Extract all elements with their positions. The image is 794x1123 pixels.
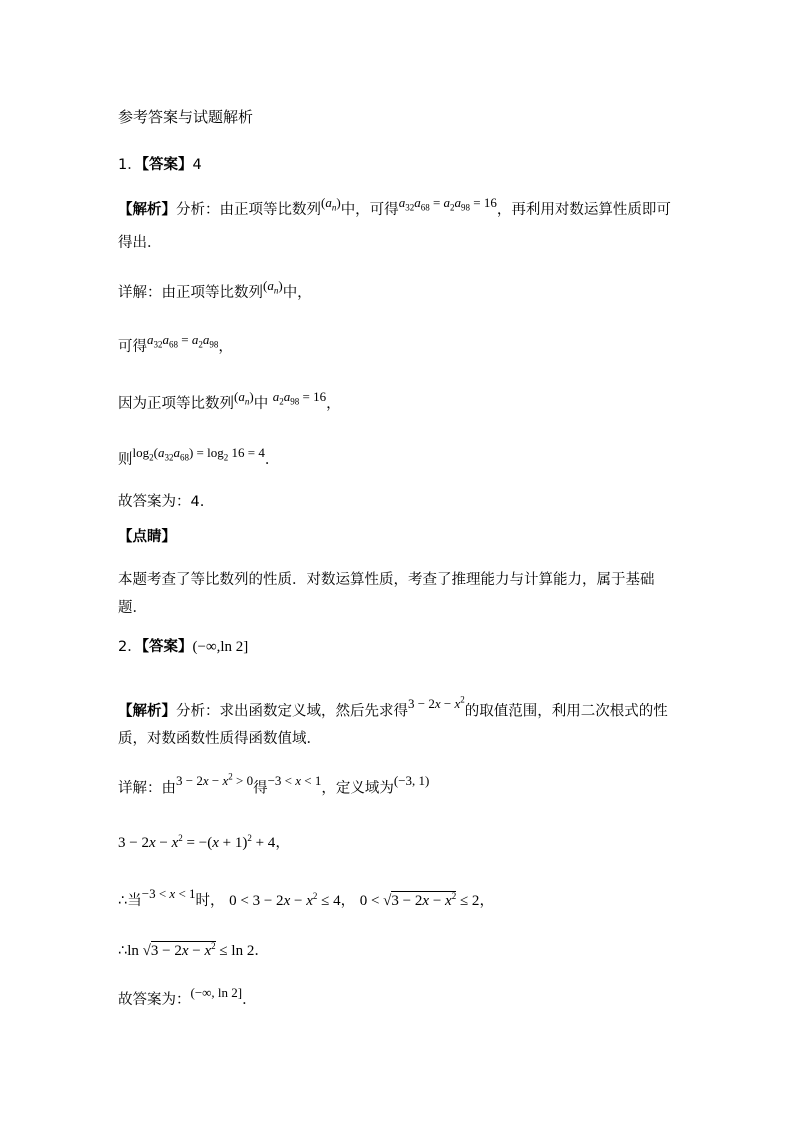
q1-analysis-tag: 【解析】 — [118, 202, 176, 218]
q1-comment: 本题考查了等比数列的性质．对数运算性质，考查了推理能力与计算能力，属于基础题． — [118, 572, 655, 616]
q1-analysis-mid: 中，可得 — [340, 202, 399, 218]
formula-an: $(a_n)$ — [234, 389, 254, 407]
q2-detail-1-mid: 得 — [253, 780, 268, 797]
q2-detail-4-end: ． — [254, 943, 269, 959]
q2-detail-3-text: ∴当 — [118, 893, 142, 909]
q2-detail-2-end: ， — [275, 835, 290, 851]
q2-analysis-tag: 【解析】 — [118, 703, 176, 720]
q2-detail-2 — [118, 828, 290, 853]
formula-a32a68-eq: $a_{32}a_{68} = a_2a_{98} = 16$ — [398, 195, 497, 213]
q2-final-text: 故答案为： — [118, 992, 191, 1008]
q1-analysis-end: ，再利用对数运算性质即可得出． — [118, 202, 671, 251]
q1-detail-2 — [118, 332, 233, 362]
q2-final — [118, 985, 257, 1010]
q2-number: 2． — [118, 639, 142, 655]
formula-domain: (−3, 1) — [393, 773, 430, 789]
formula-ln-ineq: $\ln √3 - 2x - x^2 \le \ln 2$ — [127, 941, 255, 959]
q2-analysis-end: 的取值范围，利用二次根式的性质，对数函数性质得函数值域． — [118, 703, 668, 748]
q1-detail-3-end: ， — [326, 396, 341, 412]
formula-3-2x-x2: $3 - 2x - x^2$ — [408, 695, 465, 712]
q2-answer-tag: 【答案】 — [141, 639, 193, 655]
formula-a2a98-16: $a_2a_{98} = 16$ — [272, 389, 327, 407]
q2-detail-1-text: 详解：由 — [118, 780, 176, 797]
formula-range-2: $0 < √3 - 2x - x^2 \le 2$ — [359, 891, 480, 909]
q1-analysis — [118, 196, 683, 257]
page-title: 参考答案与试题解析 — [118, 108, 254, 126]
q1-detail-2-end: ， — [218, 339, 233, 355]
q1-detail-2-text: 可得 — [118, 339, 147, 355]
q2-analysis-text: 分析：求出函数定义域，然后先求得 — [176, 703, 408, 720]
q1-answer-value: 4 — [192, 157, 202, 173]
q1-detail-1-end: 中， — [282, 285, 312, 301]
formula-an: $(a_n)$ — [321, 195, 341, 213]
q2-detail-4-text: ∴ — [118, 943, 128, 959]
q1-detail-4-text: 则 — [118, 452, 133, 468]
formula-log: $\log_2(a_{32}a_{68}) = \log_2 16 = 4$ — [132, 445, 265, 463]
q1-analysis-text: 分析：由正项等比数列 — [176, 202, 321, 218]
q1-detail-1 — [118, 278, 312, 308]
q1-answer-line — [118, 155, 202, 175]
q2-detail-3-end: ， — [479, 893, 494, 909]
q1-comment-tag: 【点睛】 — [118, 529, 176, 545]
q1-detail-3-mid: 中 — [253, 396, 269, 412]
formula-complete-square: $3 - 2x - x^2 = -(x + 1)^2 + 4$ — [118, 833, 276, 851]
formula-an: $(a_n)$ — [263, 278, 283, 296]
formula-answer-interval: (−∞,ln 2] — [192, 639, 249, 655]
q1-detail-3-text: 因为正项等比数列 — [118, 396, 234, 412]
q1-detail-4 — [118, 445, 280, 475]
q2-analysis — [118, 693, 683, 753]
formula-final-interval: (−∞, ln 2] — [190, 985, 243, 1000]
q2-detail-3 — [118, 886, 494, 911]
q2-detail-3-sep: ， — [340, 893, 356, 909]
q1-final: 故答案为：4. — [118, 494, 205, 510]
formula-range-1: $0 < 3 - 2x - x^2 \le 4$ — [229, 891, 341, 909]
q1-detail-1-text: 详解：由正项等比数列 — [118, 285, 263, 301]
q2-final-end: ． — [242, 992, 257, 1008]
formula-a32a68-a2a98: $a_{32}a_{68} = a_2a_{98}$ — [147, 332, 219, 350]
q2-answer-line — [118, 637, 248, 657]
formula-domain-ineq: −3 < x < 1 — [267, 773, 322, 789]
q2-detail-1-mid2: ，定义域为 — [321, 780, 394, 797]
q1-detail-4-end: ． — [264, 452, 280, 468]
q1-detail-3 — [118, 389, 341, 419]
formula-ineq: $3 - 2x - x^2 > 0$ — [176, 772, 254, 789]
q2-detail-3-mid: 时， — [195, 893, 225, 909]
q1-number: 1． — [118, 157, 142, 173]
formula-x-range: −3 < x < 1 — [141, 886, 196, 901]
q1-answer-tag: 【答案】 — [141, 157, 193, 173]
q2-detail-4 — [118, 936, 269, 961]
q2-detail-1 — [118, 774, 429, 798]
